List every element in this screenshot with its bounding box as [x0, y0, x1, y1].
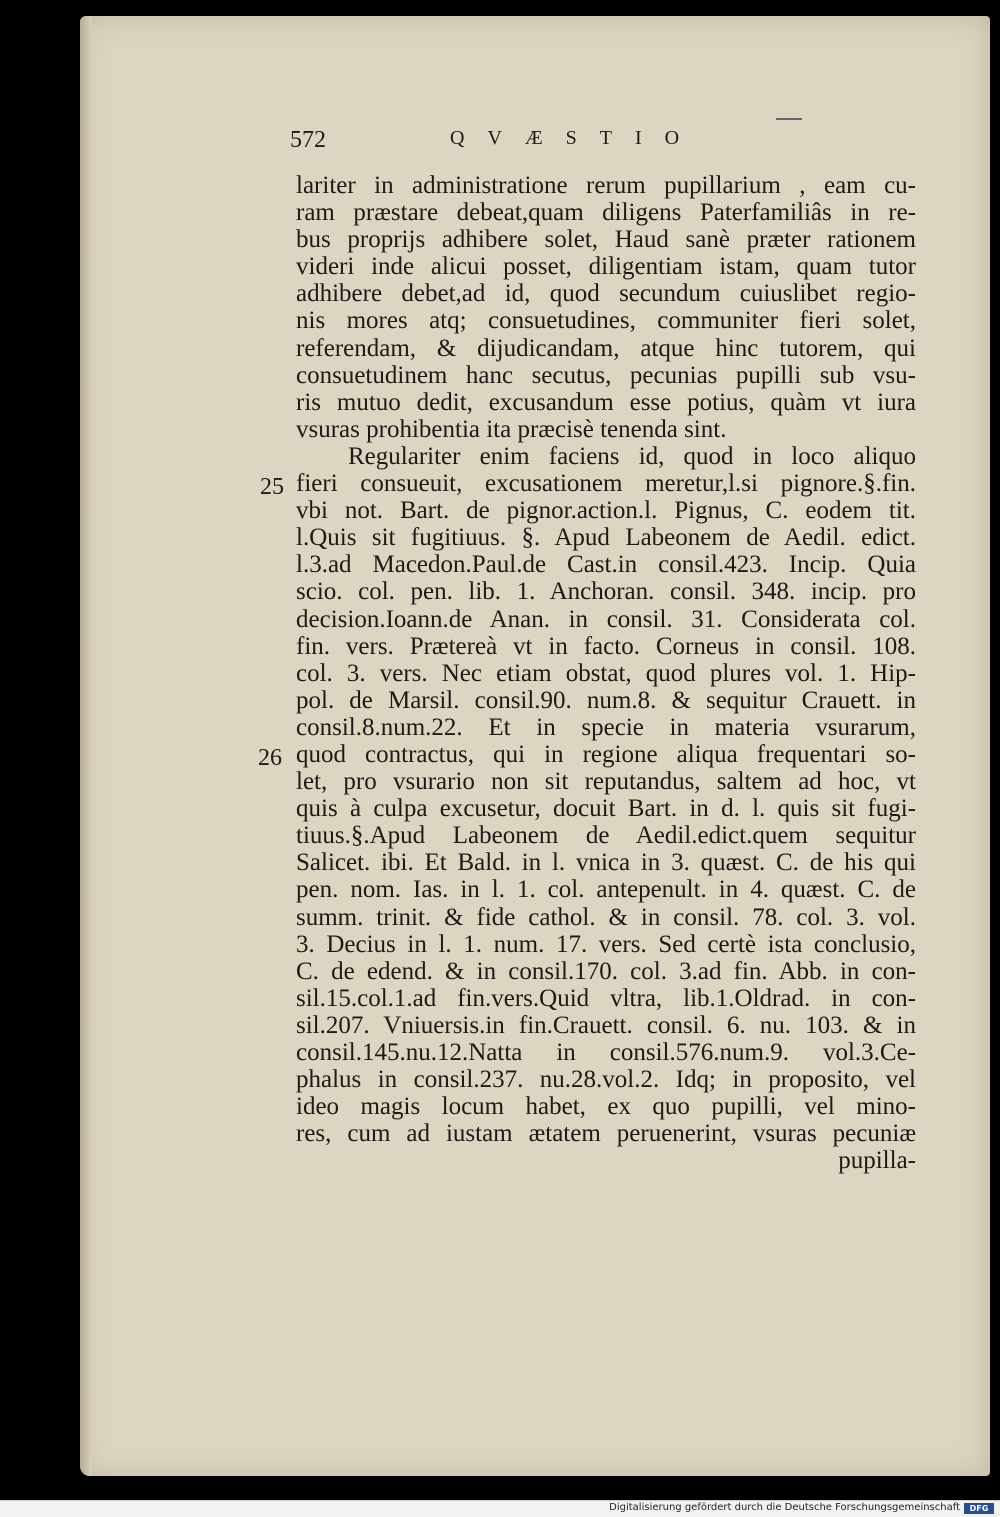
dfg-logo: DFG: [964, 1503, 994, 1514]
text-line: bus proprijs adhibere solet, Haud sanè præter rationem: [296, 226, 916, 254]
text-line: scio. col. pen. lib. 1. Anchoran. consil. 348. incip. pro: [296, 578, 916, 606]
footer-strip: [0, 1500, 1000, 1517]
text-line: sil.15.col.1.ad fin.vers.Quid vltra, lib.1.Oldrad. in con-: [296, 984, 916, 1012]
page-number: 572: [290, 127, 326, 153]
text-line: phalus in consil.237. nu.28.vol.2. Idq; in proposito, vel: [296, 1066, 916, 1094]
text-line: consil.145.nu.12.Natta in consil.576.num.9. vol.3.Ce-: [296, 1039, 916, 1066]
text-line: pol. de Marsil. consil.90. num.8. & sequitur Crauett. in: [296, 686, 916, 714]
text-line: l.Quis sit fugitiuus. §. Apud Labeonem de Aedil. edict.: [296, 524, 916, 552]
running-header: [290, 127, 770, 161]
body-text: [296, 172, 916, 1174]
catchword: pupilla-: [838, 1147, 916, 1175]
text-line: 3. Decius in l. 1. num. 17. vers. Sed certè ista conclusio,: [296, 930, 916, 958]
margin-number-26: 26: [258, 745, 282, 771]
text-line: l.3.ad Macedon.Paul.de Cast.in consil.423. Incip. Quia: [296, 551, 916, 579]
funding-credit: Digitalisierung gefördert durch die Deutsche Forschungsgemeinschaft: [609, 1502, 960, 1513]
text-line: ideo magis locum habet, ex quo pupilli, vel mino-: [296, 1093, 916, 1121]
margin-number-25: 25: [260, 474, 284, 500]
text-line: ram præstare debeat,quam diligens Paterfamiliâs in re-: [296, 199, 916, 227]
text-line: referendam, & dijudicandam, atque hinc tutorem, qui: [296, 334, 916, 362]
text-line: col. 3. vers. Nec etiam obstat, quod plures vol. 1. Hip-: [296, 659, 916, 687]
text-line: consil.8.num.22. Et in specie in materia vsurarum,: [296, 713, 916, 741]
text-line: fieri consueuit, excusationem meretur,l.si pignore.§.fin.: [296, 470, 916, 498]
text-line: decision.Ioann.de Anan. in consil. 31. Considerata col.: [296, 605, 916, 633]
text-line: fin. vers. Prætereà vt in facto. Corneus in consil. 108.: [296, 632, 916, 660]
text-line: quod contractus, qui in regione aliqua frequentari so-: [296, 740, 916, 768]
text-line: lariter in administratione rerum pupillarium , eam cu-: [296, 172, 916, 199]
text-line: tiuus.§.Apud Labeonem de Aedil.edict.quem sequitur: [296, 822, 916, 850]
header-rule: [776, 118, 802, 120]
text-line: videri inde alicui posset, diligentiam istam, quam tutor: [296, 253, 916, 281]
page-gutter-edge: [80, 16, 92, 1476]
running-title: QVÆSTIO: [450, 127, 703, 149]
text-line: sil.207. Vniuersis.in fin.Crauett. consil. 6. nu. 103. & in: [296, 1011, 916, 1039]
text-line: vbi not. Bart. de pignor.action.l. Pignus, C. eodem tit.: [296, 497, 916, 525]
text-line: ris mutuo dedit, excusandum esse potius, quàm vt iura: [296, 388, 916, 416]
text-line: C. de edend. & in consil.170. col. 3.ad fin. Abb. in con-: [296, 957, 916, 985]
text-line: let, pro vsurario non sit reputandus, saltem ad hoc, vt: [296, 768, 916, 796]
text-line: vsuras prohibentia ita præcisè tenenda sint.: [296, 415, 727, 443]
paragraph-start-line: Regulariter enim faciens id, quod in loco aliquo: [348, 442, 916, 470]
text-line: summ. trinit. & fide cathol. & in consil. 78. col. 3. vol.: [296, 903, 916, 931]
text-line: pen. nom. Ias. in l. 1. col. antepenult. in 4. quæst. C. de: [296, 876, 916, 904]
text-line: nis mores atq; consuetudines, communiter fieri solet,: [296, 307, 916, 335]
text-line: quis à culpa excusetur, docuit Bart. in d. l. quis sit fugi-: [296, 795, 916, 823]
text-line: res, cum ad iustam ætatem peruenerint, vsuras pecuniæ: [296, 1120, 916, 1148]
text-line: consuetudinem hanc secutus, pecunias pupilli sub vsu-: [296, 361, 916, 389]
text-line: Salicet. ibi. Et Bald. in l. vnica in 3. quæst. C. de his qui: [296, 849, 916, 877]
text-line: adhibere debet,ad id, quod secundum cuiuslibet regio-: [296, 280, 916, 308]
